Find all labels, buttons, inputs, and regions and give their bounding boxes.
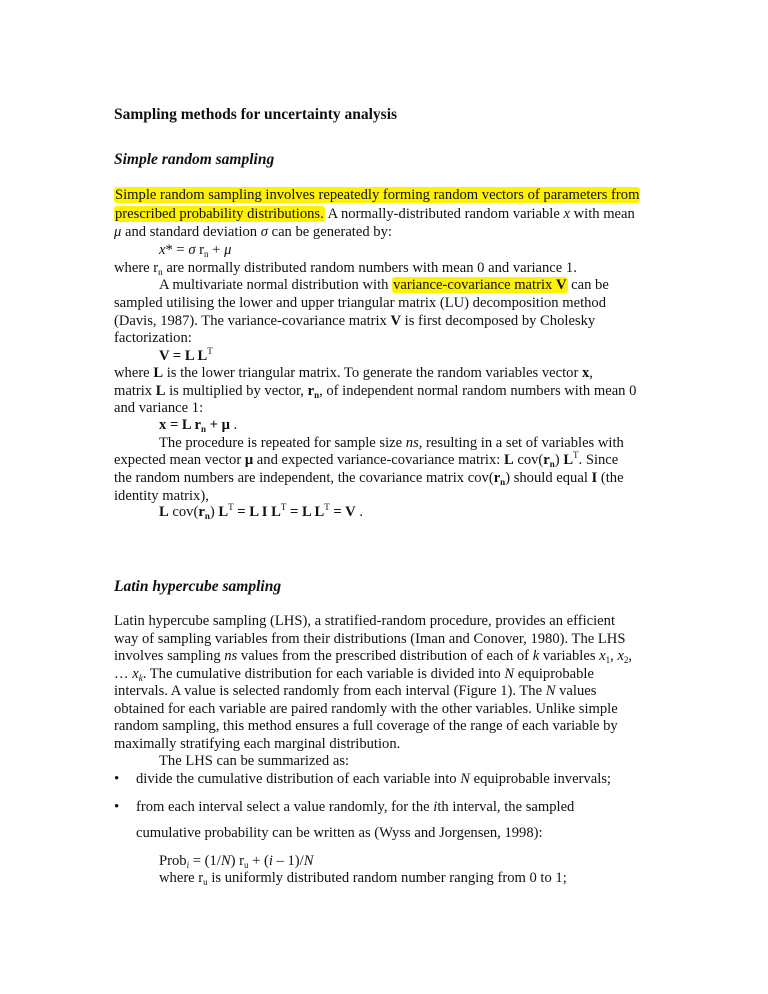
paragraph-line: factorization: bbox=[114, 330, 192, 346]
paragraph-line: way of sampling variables from their distributions (Iman and Conover, 1980). The LHS bbox=[114, 631, 626, 647]
equation-normal-variable: x* = σ $r_n + \mu$ bbox=[159, 242, 232, 259]
paragraph-line: A multivariate normal distribution with variance-covariance matrix V can be bbox=[159, 277, 609, 293]
paragraph-line: matrix L is multiplied by vector, $r_n$, of independent normal random numbers with mean 0 bbox=[114, 383, 637, 400]
paragraph-line: where $r_n$ are normally distributed random numbers with mean 0 and variance 1. bbox=[114, 260, 577, 277]
paragraph-line: identity matrix), bbox=[114, 488, 209, 504]
paragraph-line: sampled utilising the lower and upper triangular matrix (LU) decomposition method bbox=[114, 295, 607, 311]
paragraph-line: … $x_k$. The cumulative distribution for each variable is divided into N equiprobable bbox=[114, 666, 594, 683]
bullet-icon: • bbox=[114, 799, 120, 815]
paragraph-line: expected mean vector μ and expected variance-covariance matrix: L $cov(r_n)$ $L^T$. Since bbox=[114, 450, 619, 469]
paragraph-line: and variance 1: bbox=[114, 400, 204, 416]
paragraph-line: intervals. A value is selected randomly from each interval (Figure 1). The N values bbox=[114, 683, 597, 699]
paragraph-line: where $r_u$ is uniformly distributed random number ranging from 0 to 1; bbox=[159, 870, 567, 887]
paragraph-line: random sampling, this method ensures a full coverage of the range of each variable by bbox=[114, 718, 618, 734]
paragraph-line: The LHS can be summarized as: bbox=[159, 753, 350, 769]
paragraph-line: (Davis, 1987). The variance-covariance matrix V is first decomposed by Cholesky bbox=[114, 313, 596, 329]
equation-identity: L $cov(r_n) L^T = L$ I $L^T = L$ $L^T = V$ . bbox=[159, 502, 363, 521]
section-heading-simple-random-sampling: Simple random sampling bbox=[114, 151, 275, 168]
section-heading-latin-hypercube-sampling: Latin hypercube sampling bbox=[114, 578, 282, 595]
highlighted-sentence-line-1: Simple random sampling involves repeatedly forming random vectors of parameters from bbox=[115, 187, 640, 203]
bullet-item-2-continued: cumulative probability can be written as (Wyss and Jorgensen, 1998): bbox=[136, 825, 543, 841]
paragraph-line: Latin hypercube sampling (LHS), a stratified-random procedure, provides an efficient bbox=[114, 613, 616, 629]
bullet-icon: • bbox=[114, 771, 120, 787]
equation-random-vector: x = L $r_n + \mu$ . bbox=[159, 417, 238, 434]
bullet-item-2: from each interval select a value randomly, for the ith interval, the sampled bbox=[136, 799, 575, 815]
paragraph-line: where L is the lower triangular matrix. To generate the random variables vector x, bbox=[114, 365, 593, 381]
paragraph-line: maximally stratifying each marginal distribution. bbox=[114, 736, 401, 752]
paragraph-line: involves sampling ns values from the prescribed distribution of each of k variables $x_1$, $x_2$, bbox=[114, 648, 633, 665]
paragraph-line: μ and standard deviation σ can be generated by: bbox=[114, 224, 392, 240]
page-title: Sampling methods for uncertainty analysis bbox=[114, 106, 398, 123]
paragraph-line: The procedure is repeated for sample size ns, resulting in a set of variables with bbox=[159, 435, 624, 451]
equation-probability: Prob$_i$ = (1/N) $r_u + (i - 1)/N$ bbox=[159, 853, 314, 870]
bullet-item-1: divide the cumulative distribution of each variable into N equiprobable invervals; bbox=[136, 771, 611, 787]
paragraph-line: obtained for each variable are paired randomly with the other variables. Unlike simple bbox=[114, 701, 618, 717]
paragraph-line: the random numbers are independent, the covariance matrix $cov(r_n)$ should equal I (the bbox=[114, 470, 624, 487]
equation-cholesky: V = L $L^T$ bbox=[159, 346, 213, 364]
paragraph-line: prescribed probability distributions. A normally-distributed random variable x with mean bbox=[115, 206, 635, 222]
